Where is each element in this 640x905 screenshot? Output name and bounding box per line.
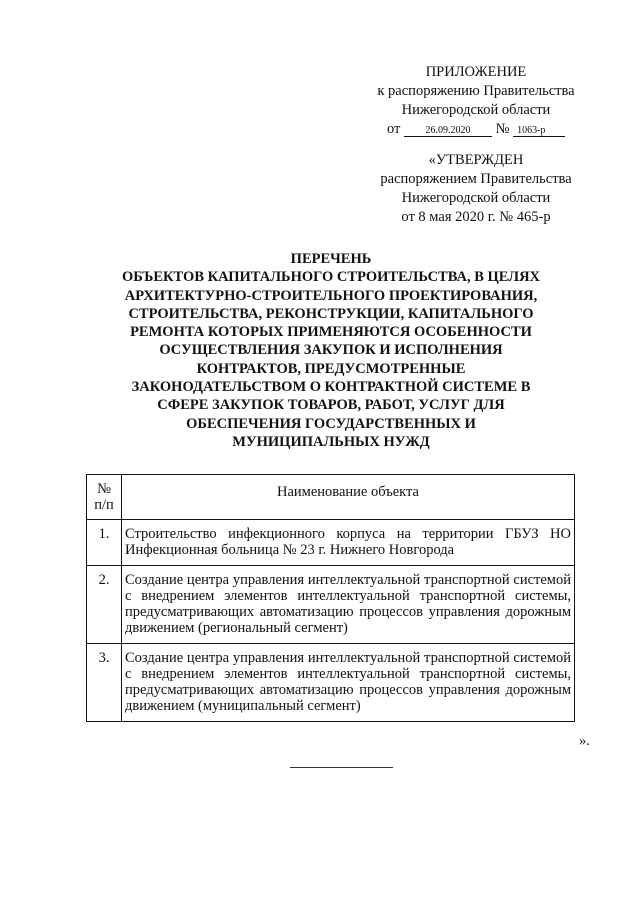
title-line: КОНТРАКТОВ, ПРЕДУСМОТРЕННЫЕ — [196, 360, 466, 377]
order-date: 26.09.2020 — [404, 125, 492, 137]
table-row — [87, 644, 575, 722]
title-line: ЗАКОНОДАТЕЛЬСТВОМ О КОНТРАКТНОЙ СИСТЕМЕ В — [131, 379, 531, 396]
approved-line-2: распоряжением Правительства — [380, 171, 572, 187]
table-row — [87, 520, 575, 566]
row-name: Создание центра управления интеллектуальной транспортной системой с внедрением элементов интеллектуальной транспортной системы, предусматривающих автоматизацию процессов управления дорожным движением (муниципальный сегмент) — [122, 644, 575, 722]
title-line: РЕМОНТА КОТОРЫХ ПРИМЕНЯЮТСЯ ОСОБЕННОСТИ — [130, 324, 532, 341]
from-label: от — [386, 121, 401, 137]
approved-line-3: Нижегородской области — [401, 190, 551, 206]
objects-table — [86, 474, 575, 722]
title-line: ОБЕСПЕЧЕНИЯ ГОСУДАРСТВЕННЫХ И — [186, 415, 476, 432]
approved-line-1: «УТВЕРЖДЕН — [428, 152, 524, 168]
closing-quote: ». — [579, 733, 590, 749]
appendix-date-line — [366, 120, 586, 139]
appendix-title: ПРИЛОЖЕНИЕ — [425, 64, 527, 80]
row-number: 3. — [87, 644, 122, 722]
title-line: ПЕРЕЧЕНЬ — [290, 251, 372, 267]
table-row — [87, 566, 575, 644]
document-title — [86, 250, 576, 451]
title-line: МУНИЦИПАЛЬНЫХ НУЖД — [232, 433, 430, 450]
row-number: 2. — [87, 566, 122, 644]
title-line: ОСУЩЕСТВЛЕНИЯ ЗАКУПОК И ИСПОЛНЕНИЯ — [159, 342, 503, 359]
header-num-line-2: п/п — [94, 497, 114, 513]
row-name: Создание центра управления интеллектуальной транспортной системой с внедрением элементов интеллектуальной транспортной системы, предусматривающих автоматизацию процессов управления дорожным движением (региональный сегмент) — [122, 566, 575, 644]
title-line: СФЕРЕ ЗАКУПОК ТОВАРОВ, РАБОТ, УСЛУГ ДЛЯ — [157, 397, 505, 414]
end-divider — [290, 767, 393, 768]
table-header-row — [87, 475, 575, 520]
appendix-line-1: к распоряжению Правительства — [377, 83, 575, 99]
approved-line-4: от 8 мая 2020 г. № 465-р — [401, 209, 551, 225]
appendix-header — [366, 63, 586, 139]
header-num-cell — [87, 475, 122, 520]
approved-stamp — [366, 151, 586, 227]
title-line: ОБЪЕКТОВ КАПИТАЛЬНОГО СТРОИТЕЛЬСТВА, В ЦЕЛЯХ — [121, 269, 541, 286]
appendix-line-2: Нижегородской области — [401, 102, 551, 118]
number-sign: № — [495, 121, 510, 137]
title-line: СТРОИТЕЛЬСТВА, РЕКОНСТРУКЦИИ, КАПИТАЛЬНОГО — [128, 305, 534, 322]
title-line: АРХИТЕКТУРНО-СТРОИТЕЛЬНОГО ПРОЕКТИРОВАНИЯ, — [124, 287, 538, 304]
row-number: 1. — [87, 520, 122, 566]
row-name: Строительство инфекционного корпуса на территории ГБУЗ НО Инфекционная больница № 23 г. Нижнего Новгорода — [122, 520, 575, 566]
order-number: 1063-р — [513, 125, 565, 137]
header-name-cell: Наименование объекта — [122, 475, 575, 520]
header-num-line-1: № — [97, 481, 111, 497]
